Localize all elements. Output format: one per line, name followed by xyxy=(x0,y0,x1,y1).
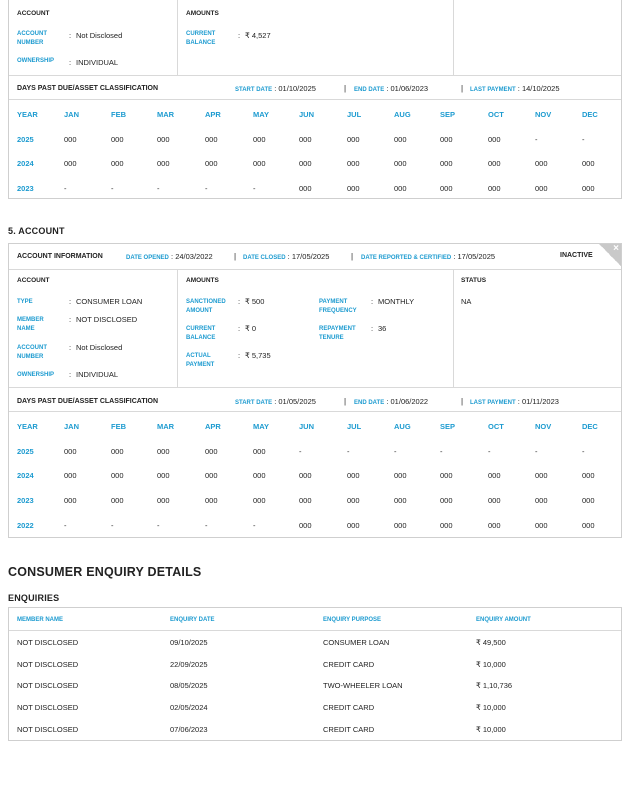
month-header-dec: DEC xyxy=(582,422,598,431)
dpd-cell: - xyxy=(205,183,208,193)
date-opened-value: 24/03/2022 xyxy=(175,252,213,261)
dpd-title: DAYS PAST DUE/ASSET CLASSIFICATION xyxy=(17,85,159,92)
amounts-section-label: AMOUNTS xyxy=(186,277,219,284)
dpd-cell: 000 xyxy=(488,134,501,144)
last-payment-label: LAST PAYMENT xyxy=(470,87,516,93)
dpd-cell: 000 xyxy=(111,159,124,168)
separator: | xyxy=(344,84,347,93)
colon: : xyxy=(274,84,277,93)
enquiry-cell: ₹ 10,000 xyxy=(476,659,506,669)
dpd-cell: 000 xyxy=(157,159,170,168)
dpd-cell: 000 xyxy=(253,471,266,481)
enquiry-cell: 08/05/2025 xyxy=(170,681,208,691)
enquiry-cell: ₹ 10,000 xyxy=(476,724,506,734)
last-payment-value: 14/10/2025 xyxy=(521,84,560,93)
member-name-label: MEMBER NAME xyxy=(17,317,44,332)
dpd-cell: 000 xyxy=(299,471,312,481)
dpd-cell: 000 xyxy=(111,496,124,506)
divider xyxy=(9,387,621,388)
dpd-cell: - xyxy=(157,520,160,530)
account-number-label: ACCOUNT NUMBER xyxy=(17,345,47,360)
enquiries-table xyxy=(8,607,622,741)
divider xyxy=(177,269,178,387)
enquiry-cell: CONSUMER LOAN xyxy=(323,638,390,647)
dpd-cell: 000 xyxy=(157,496,170,506)
year-cell: 2023 xyxy=(17,496,34,506)
dpd-cell: 000 xyxy=(205,134,218,144)
start-date-label: START DATE xyxy=(235,400,273,406)
colon: : xyxy=(238,297,241,306)
divider xyxy=(9,411,621,412)
year-header: YEAR xyxy=(17,110,38,119)
dpd-meta xyxy=(235,84,316,93)
enquiry-column-header: ENQUIRY PURPOSE xyxy=(323,617,382,623)
account-number-value: Not Disclosed xyxy=(76,31,123,40)
colon: : xyxy=(287,252,290,261)
month-header-sep: SEP xyxy=(440,110,456,119)
dpd-cell: - xyxy=(347,446,350,456)
year-cell: 2023 xyxy=(17,183,34,193)
sanctioned-amount-value: ₹ 500 xyxy=(245,297,265,306)
month-header-dec: DEC xyxy=(582,110,598,119)
month-header-aug: AUG xyxy=(394,422,411,431)
divider xyxy=(177,0,178,75)
dpd-cell: 000 xyxy=(205,496,218,506)
dpd-cell: 000 xyxy=(394,159,407,168)
dpd-cell: 000 xyxy=(440,471,453,481)
separator: | xyxy=(344,397,347,406)
month-header-nov: NOV xyxy=(535,422,552,431)
month-header-oct: OCT xyxy=(488,110,504,119)
account-number-label: ACCOUNT NUMBER xyxy=(17,31,47,46)
dpd-cell: 000 xyxy=(488,520,501,530)
amounts-section-label: AMOUNTS xyxy=(186,10,219,17)
year-cell: 2022 xyxy=(17,520,34,530)
divider xyxy=(453,0,454,75)
enquiry-cell: ₹ 49,500 xyxy=(476,638,506,647)
month-header-jan: JAN xyxy=(64,422,80,431)
dpd-cell: - xyxy=(253,183,256,193)
colon: : xyxy=(371,297,374,306)
month-header-may: MAY xyxy=(253,110,269,119)
month-header-apr: APR xyxy=(205,422,221,431)
section-title: 5. ACCOUNT xyxy=(8,226,65,236)
dpd-cell: - xyxy=(157,183,160,193)
dpd-cell: 000 xyxy=(394,471,407,481)
actual-payment-label: ACTUAL PAYMENT xyxy=(186,353,215,368)
dpd-cell: 000 xyxy=(64,471,77,481)
date-opened xyxy=(126,252,213,261)
dpd-cell: 000 xyxy=(535,520,548,530)
dpd-cell: 000 xyxy=(64,134,77,144)
month-header-sep: SEP xyxy=(440,422,456,431)
dpd-cell: - xyxy=(394,446,397,456)
inactive-corner xyxy=(599,244,621,266)
dpd-cell: 000 xyxy=(394,183,407,193)
colon: : xyxy=(386,84,389,93)
month-header-jul: JUL xyxy=(347,110,362,119)
enquiry-column-header: ENQUIRY AMOUNT xyxy=(476,617,531,623)
dpd-cell: 000 xyxy=(299,159,312,168)
dpd-cell: 000 xyxy=(205,471,218,481)
enquiry-cell: ₹ 1,10,736 xyxy=(476,681,513,691)
account-card-5 xyxy=(8,243,622,538)
year-cell: 2024 xyxy=(17,471,34,481)
dpd-cell: 000 xyxy=(582,520,595,530)
dpd-cell: 000 xyxy=(488,159,501,168)
colon: : xyxy=(69,58,72,67)
account-section-label: ACCOUNT xyxy=(17,277,50,284)
colon: : xyxy=(517,397,520,406)
current-balance-value: ₹ 0 xyxy=(245,324,257,333)
enquiry-column-header: ENQUIRY DATE xyxy=(170,617,215,623)
status-badge: INACTIVE xyxy=(560,252,593,259)
colon: : xyxy=(69,297,72,306)
enquiry-cell: 02/05/2024 xyxy=(170,703,208,713)
enquiry-cell: CREDIT CARD xyxy=(323,703,375,713)
month-header-nov: NOV xyxy=(535,110,552,119)
dpd-cell: 000 xyxy=(157,446,170,456)
ownership-value: INDIVIDUAL xyxy=(76,58,119,67)
enquiry-cell: 09/10/2025 xyxy=(170,638,208,647)
dpd-cell: - xyxy=(64,183,67,193)
date-closed xyxy=(243,252,329,261)
repayment-tenure-label: REPAYMENT TENURE xyxy=(319,326,356,341)
dpd-cell: 000 xyxy=(205,159,218,168)
dpd-cell: 000 xyxy=(299,520,312,530)
colon: : xyxy=(171,252,174,261)
divider xyxy=(9,630,621,631)
dpd-cell: - xyxy=(111,183,114,193)
ownership-value: INDIVIDUAL xyxy=(76,370,119,379)
separator: | xyxy=(461,397,464,406)
dpd-cell: - xyxy=(205,520,208,530)
month-header-feb: FEB xyxy=(111,422,126,431)
enquiry-cell: NOT DISCLOSED xyxy=(17,724,79,734)
dpd-cell: 000 xyxy=(205,446,218,456)
date-reported xyxy=(361,252,495,261)
enquiry-cell: NOT DISCLOSED xyxy=(17,681,79,691)
dpd-cell: - xyxy=(64,520,67,530)
separator: | xyxy=(461,84,464,93)
last-payment-label: LAST PAYMENT xyxy=(470,400,516,406)
colon: : xyxy=(69,31,72,40)
divider xyxy=(9,269,621,270)
type-label: TYPE xyxy=(17,299,33,305)
repayment-tenure-value: 36 xyxy=(378,324,387,333)
enquiry-cell: 07/06/2023 xyxy=(170,724,208,734)
dpd-cell: 000 xyxy=(582,471,595,481)
current-balance-label: CURRENT BALANCE xyxy=(186,326,216,341)
sanctioned-amount-label: SANCTIONED AMOUNT xyxy=(186,299,226,314)
dpd-cell: 000 xyxy=(535,496,548,506)
dpd-cell: - xyxy=(535,446,538,456)
dpd-cell: - xyxy=(299,446,302,456)
dpd-cell: 000 xyxy=(488,183,501,193)
dpd-title: DAYS PAST DUE/ASSET CLASSIFICATION xyxy=(17,398,159,405)
colon: : xyxy=(69,343,72,352)
end-date-label: END DATE xyxy=(354,400,385,406)
enquiry-cell: TWO-WHEELER LOAN xyxy=(323,681,403,691)
dpd-cell: 000 xyxy=(535,159,548,168)
colon: : xyxy=(386,397,389,406)
month-header-jul: JUL xyxy=(347,422,362,431)
dpd-cell: - xyxy=(488,446,491,456)
colon: : xyxy=(371,324,374,333)
dpd-meta xyxy=(354,397,428,406)
dpd-cell: 000 xyxy=(440,134,453,144)
date-closed-value: 17/05/2025 xyxy=(291,252,330,261)
dpd-cell: 000 xyxy=(347,520,360,530)
colon: : xyxy=(274,397,277,406)
enquiry-cell: 22/09/2025 xyxy=(170,659,208,669)
enquiries-subtitle: ENQUIRIES xyxy=(8,593,60,603)
dpd-cell: 000 xyxy=(111,134,124,144)
dpd-cell: - xyxy=(253,520,256,530)
dpd-cell: 000 xyxy=(347,496,360,506)
dpd-cell: 000 xyxy=(394,496,407,506)
enquiry-cell: NOT DISCLOSED xyxy=(17,638,79,647)
dpd-cell: 000 xyxy=(111,446,124,456)
dpd-cell: 000 xyxy=(394,520,407,530)
colon: : xyxy=(69,370,72,379)
dpd-cell: 000 xyxy=(440,159,453,168)
dpd-cell: 000 xyxy=(582,159,595,168)
enquiry-cell: CREDIT CARD xyxy=(323,724,375,734)
month-header-aug: AUG xyxy=(394,110,411,119)
dpd-cell: - xyxy=(111,520,114,530)
dpd-cell: 000 xyxy=(488,471,501,481)
dpd-cell: 000 xyxy=(299,134,312,144)
year-header: YEAR xyxy=(17,422,38,431)
dpd-cell: 000 xyxy=(157,134,170,144)
enquiry-cell: ₹ 10,000 xyxy=(476,703,506,713)
dpd-cell: 000 xyxy=(440,183,453,193)
date-closed-label: DATE CLOSED xyxy=(243,255,286,261)
year-cell: 2025 xyxy=(17,134,34,144)
enquiry-cell: NOT DISCLOSED xyxy=(17,703,79,713)
end-date-value: 01/06/2022 xyxy=(390,397,429,406)
dpd-cell: 000 xyxy=(253,496,266,506)
start-date-value: 01/05/2025 xyxy=(278,397,316,406)
dpd-meta xyxy=(354,84,428,93)
dpd-cell: 000 xyxy=(440,520,453,530)
enquiry-cell: NOT DISCLOSED xyxy=(17,659,79,669)
account-card-4 xyxy=(8,0,622,199)
ownership-label: OWNERSHIP xyxy=(17,58,55,64)
dpd-cell: 000 xyxy=(157,471,170,481)
dpd-cell: 000 xyxy=(582,496,595,506)
separator: | xyxy=(234,252,237,261)
date-opened-label: DATE OPENED xyxy=(126,255,169,261)
dpd-meta xyxy=(470,84,560,93)
dpd-cell: - xyxy=(582,134,585,144)
enquiry-details-title: CONSUMER ENQUIRY DETAILS xyxy=(8,565,202,579)
member-name-value: NOT DISCLOSED xyxy=(76,315,138,324)
current-balance-value: ₹ 4,527 xyxy=(245,31,271,40)
month-header-mar: MAR xyxy=(157,422,175,431)
year-cell: 2025 xyxy=(17,446,34,456)
enquiry-cell: CREDIT CARD xyxy=(323,659,375,669)
status-section-label: STATUS xyxy=(461,277,487,284)
dpd-cell: 000 xyxy=(299,183,312,193)
dpd-cell: 000 xyxy=(394,134,407,144)
colon: : xyxy=(69,315,72,324)
dpd-cell: 000 xyxy=(253,159,266,168)
end-date-value: 01/06/2023 xyxy=(390,84,429,93)
month-header-jun: JUN xyxy=(299,422,315,431)
end-date-label: END DATE xyxy=(354,87,385,93)
actual-payment-value: ₹ 5,735 xyxy=(245,351,271,360)
month-header-jan: JAN xyxy=(64,110,80,119)
dpd-cell: 000 xyxy=(347,159,360,168)
divider xyxy=(9,99,621,100)
dpd-cell: 000 xyxy=(111,471,124,481)
status-value: NA xyxy=(461,297,472,306)
divider xyxy=(453,269,454,387)
colon: : xyxy=(238,31,241,40)
dpd-cell: 000 xyxy=(582,183,595,193)
dpd-cell: 000 xyxy=(488,496,501,506)
dpd-cell: 000 xyxy=(347,471,360,481)
dpd-cell: 000 xyxy=(253,134,266,144)
divider xyxy=(9,75,621,76)
month-header-may: MAY xyxy=(253,422,269,431)
ownership-label: OWNERSHIP xyxy=(17,372,55,378)
colon: : xyxy=(517,84,520,93)
type-value: CONSUMER LOAN xyxy=(76,297,143,306)
separator: | xyxy=(351,252,354,261)
dpd-cell: - xyxy=(535,134,538,144)
dpd-cell: - xyxy=(440,446,443,456)
date-reported-value: 17/05/2025 xyxy=(457,252,496,261)
dpd-cell: 000 xyxy=(440,496,453,506)
payment-frequency-label: PAYMENT FREQUENCY xyxy=(319,299,357,314)
dpd-cell: 000 xyxy=(535,471,548,481)
colon: : xyxy=(238,351,241,360)
dpd-cell: - xyxy=(582,446,585,456)
month-header-mar: MAR xyxy=(157,110,175,119)
month-header-feb: FEB xyxy=(111,110,126,119)
account-info-title: ACCOUNT INFORMATION xyxy=(17,253,103,260)
colon: : xyxy=(453,252,456,261)
start-date-value: 01/10/2025 xyxy=(278,84,316,93)
month-header-apr: APR xyxy=(205,110,221,119)
date-reported-label: DATE REPORTED & CERTIFIED xyxy=(361,255,452,261)
payment-frequency-value: MONTHLY xyxy=(378,297,415,306)
account-section-label: ACCOUNT xyxy=(17,10,50,17)
dpd-cell: 000 xyxy=(64,446,77,456)
enquiry-column-header: MEMBER NAME xyxy=(17,617,63,623)
dpd-cell: 000 xyxy=(535,183,548,193)
year-cell: 2024 xyxy=(17,159,34,168)
dpd-cell: 000 xyxy=(347,134,360,144)
month-header-jun: JUN xyxy=(299,110,315,119)
start-date-label: START DATE xyxy=(235,87,273,93)
colon: : xyxy=(238,324,241,333)
account-number-value: Not Disclosed xyxy=(76,343,123,352)
dpd-cell: 000 xyxy=(299,496,312,506)
dpd-cell: 000 xyxy=(64,159,77,168)
last-payment-value: 01/11/2023 xyxy=(521,397,559,406)
dpd-meta xyxy=(470,397,559,406)
dpd-cell: 000 xyxy=(64,496,77,506)
month-header-oct: OCT xyxy=(488,422,504,431)
current-balance-label: CURRENT BALANCE xyxy=(186,31,216,46)
dpd-meta xyxy=(235,397,316,406)
close-icon[interactable]: × xyxy=(613,243,619,254)
dpd-cell: 000 xyxy=(253,446,266,456)
dpd-cell: 000 xyxy=(347,183,360,193)
